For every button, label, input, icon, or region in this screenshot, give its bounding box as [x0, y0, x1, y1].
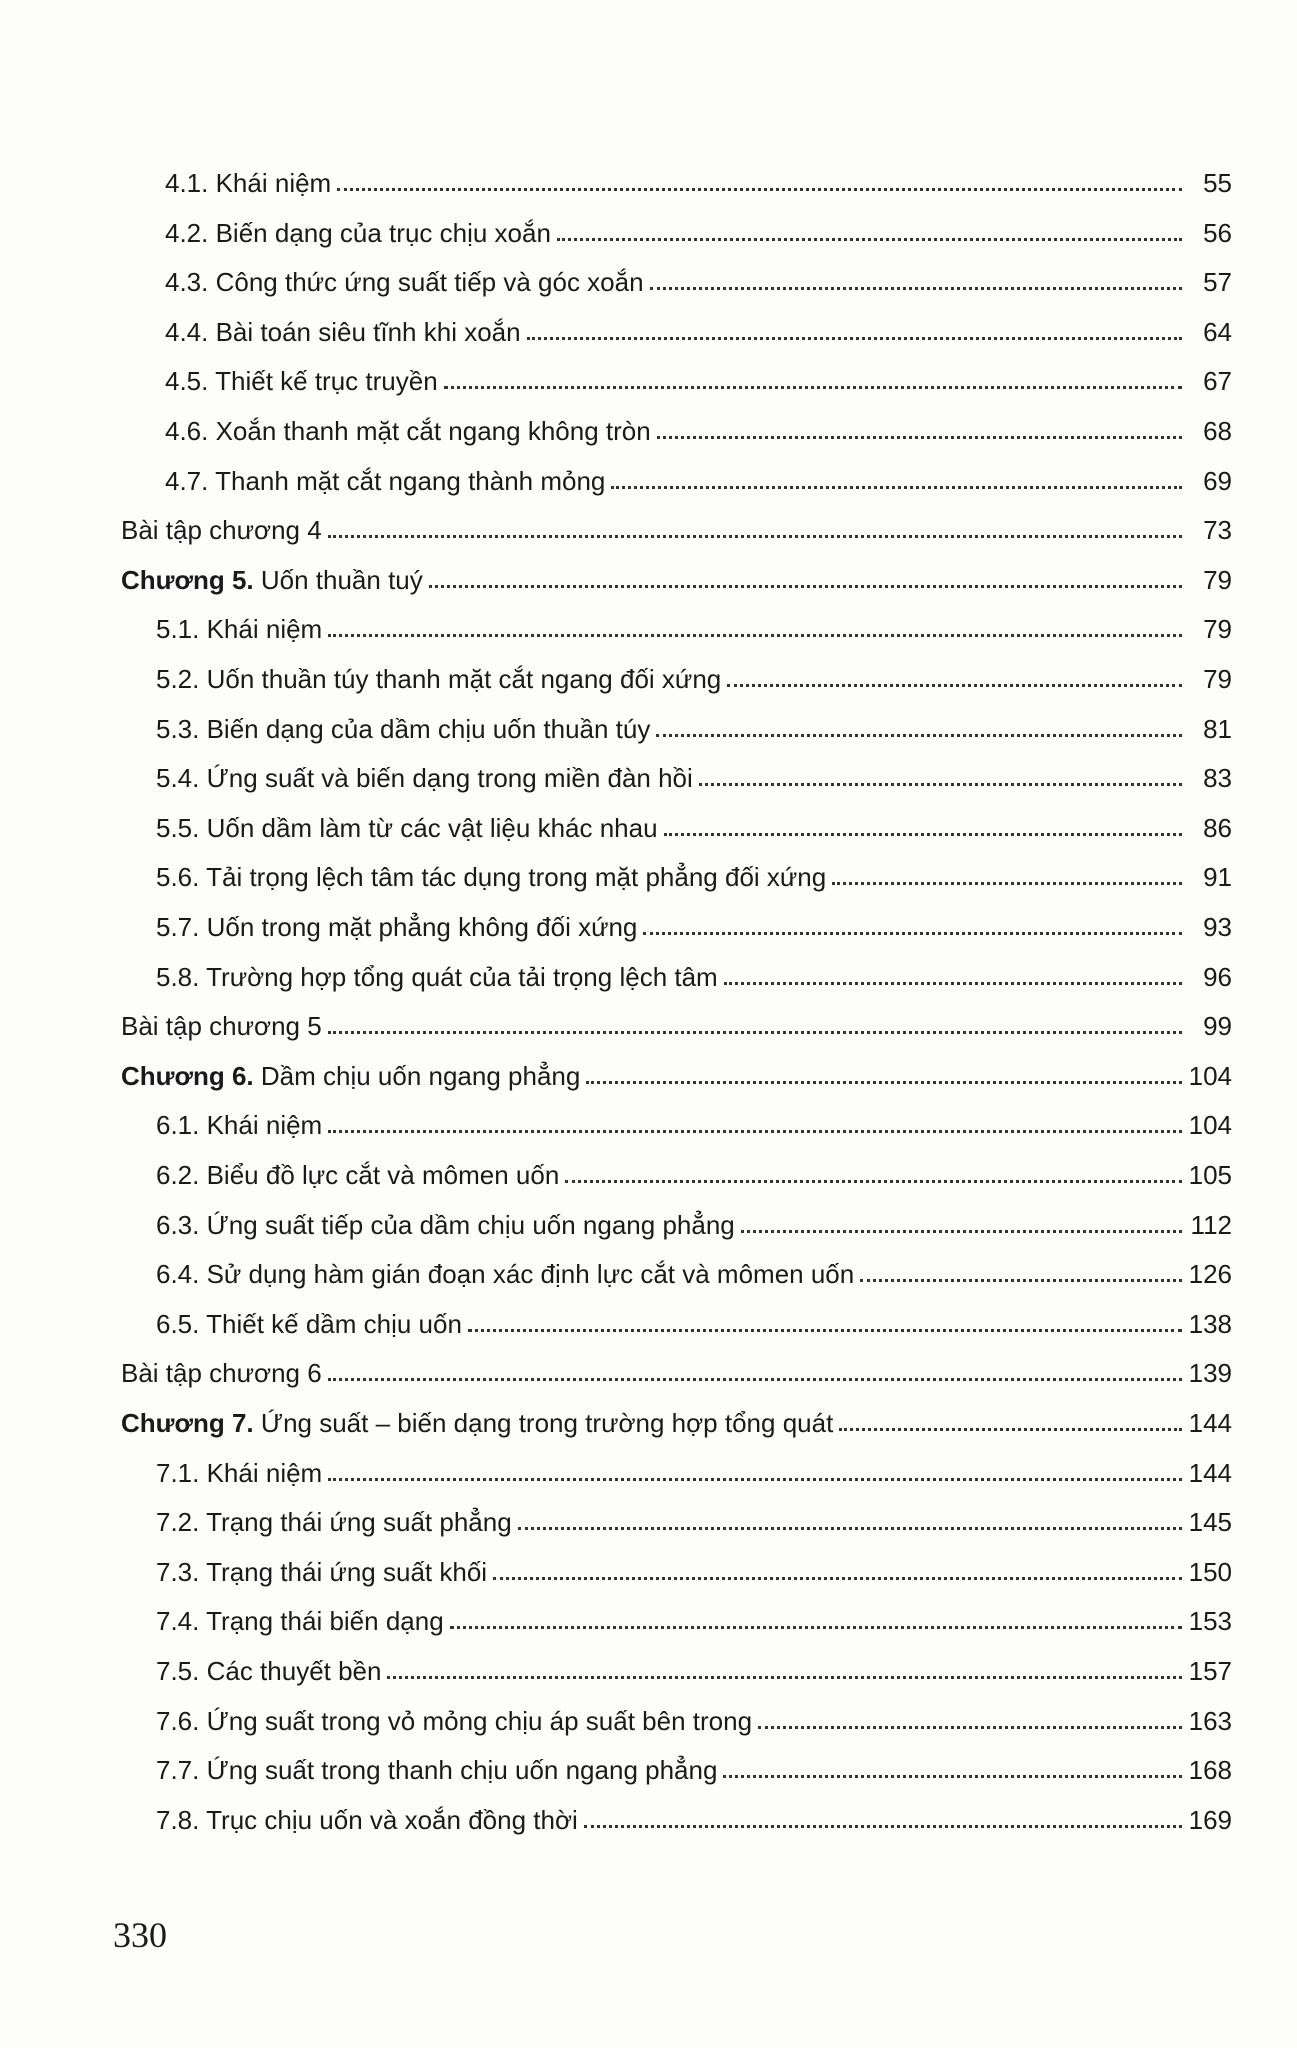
- toc-entry-text: 6.2. Biểu đồ lực cắt và mômen uốn: [156, 1160, 560, 1190]
- toc-entry-row: [156, 1100, 1232, 1140]
- dot-leader: [527, 337, 1182, 340]
- toc-page-number: 83: [1203, 763, 1232, 793]
- dot-leader: [741, 1230, 1182, 1233]
- toc-entry-title: [121, 1358, 322, 1388]
- toc-page-number: 104: [1188, 1110, 1232, 1140]
- toc-page-number: 163: [1188, 1706, 1232, 1736]
- toc-entry-title: [121, 1011, 322, 1041]
- dot-leader: [650, 287, 1182, 290]
- toc-entry-title: [156, 1805, 578, 1835]
- page-number: 330: [113, 1915, 167, 1955]
- dot-leader: [611, 486, 1182, 489]
- toc-entry-row: [156, 704, 1232, 744]
- toc-page-number: 112: [1190, 1210, 1232, 1240]
- toc-entry-text: Bài tập chương 4: [121, 515, 322, 545]
- dot-leader: [450, 1626, 1182, 1629]
- toc-entry-text: Bài tập chương 5: [121, 1011, 322, 1041]
- toc-entry-row: [156, 1150, 1232, 1190]
- toc-entry-title: [156, 664, 721, 694]
- toc-entry-title: [156, 962, 718, 992]
- toc-entry-text: 6.1. Khái niệm: [156, 1110, 323, 1140]
- toc-page-number: 79: [1203, 664, 1232, 694]
- toc-page-number: 68: [1203, 416, 1232, 446]
- toc-entry-title: [165, 317, 521, 347]
- dot-leader: [723, 1775, 1182, 1778]
- toc-entry-row: [121, 1348, 1232, 1388]
- toc-entry-title: [165, 267, 644, 297]
- toc-page-number: 67: [1203, 366, 1232, 396]
- toc-entry-title: [121, 515, 322, 545]
- toc-entry-row: [156, 952, 1232, 992]
- toc-page-number: 144: [1188, 1458, 1232, 1488]
- dot-leader: [657, 436, 1182, 439]
- toc-entry-text: 5.8. Trường hợp tổng quát của tải trọng lệch tâm: [156, 962, 718, 992]
- toc-entry-row: [165, 208, 1232, 248]
- dot-leader: [727, 684, 1182, 687]
- toc-entry-title: [156, 813, 658, 843]
- dot-leader: [565, 1180, 1182, 1183]
- toc-page-number: 169: [1188, 1805, 1232, 1835]
- toc-entry-text: 7.4. Trạng thái biến dạng: [156, 1606, 444, 1636]
- toc-entry-row: [165, 158, 1232, 198]
- toc-page-number: 150: [1188, 1557, 1232, 1587]
- dot-leader: [586, 1081, 1182, 1084]
- toc-entry-text: Bài tập chương 6: [121, 1358, 322, 1388]
- toc-entry-text: 5.6. Tải trọng lệch tâm tác dụng trong mặt phẳng đối xứng: [156, 862, 827, 892]
- toc-page-number: 144: [1188, 1408, 1232, 1438]
- toc-entry-title: [156, 1656, 381, 1686]
- dot-leader: [518, 1527, 1182, 1530]
- toc-page-number: 79: [1203, 614, 1232, 644]
- toc-entry-text: 6.4. Sử dụng hàm gián đoạn xác định lực cắt và mômen uốn: [156, 1259, 855, 1289]
- toc-entry-title: [156, 1259, 854, 1289]
- toc-page-number: 55: [1203, 168, 1232, 198]
- toc-page-number: 157: [1188, 1656, 1232, 1686]
- dot-leader: [656, 734, 1182, 737]
- toc-entry-row: [165, 456, 1232, 496]
- toc-entry-text: 5.4. Ứng suất và biến dạng trong miền đàn hồi: [156, 763, 693, 793]
- toc-entry-row: [165, 307, 1232, 347]
- dot-leader: [328, 1378, 1182, 1381]
- toc-entry-title: [156, 1210, 735, 1240]
- toc-entry-title: [156, 763, 693, 793]
- toc-entry-row: [165, 356, 1232, 396]
- toc-page-number: 64: [1203, 317, 1232, 347]
- toc-chapter-label: Chương 5.: [121, 565, 254, 595]
- dot-leader: [643, 932, 1182, 935]
- toc-entry-text: 7.5. Các thuyết bền: [156, 1656, 382, 1686]
- toc-entry-title: [121, 565, 423, 595]
- toc-page-number: 73: [1203, 515, 1232, 545]
- toc-entry-title: [165, 366, 438, 396]
- toc-entry-row: [156, 1547, 1232, 1587]
- toc-entry-text: Ứng suất – biến dạng trong trường hợp tổng quát: [253, 1408, 834, 1438]
- toc-page-number: 86: [1203, 813, 1232, 843]
- toc-entry-text: 5.3. Biến dạng của dầm chịu uốn thuần túy: [156, 714, 651, 744]
- toc-entry-text: Dầm chịu uốn ngang phẳng: [253, 1061, 581, 1091]
- toc-page-number: 96: [1203, 962, 1232, 992]
- toc-page-number: 126: [1188, 1259, 1232, 1289]
- toc-entry-title: [165, 218, 551, 248]
- toc-entry-title: [156, 1160, 559, 1190]
- toc-entry-title: [165, 416, 651, 446]
- toc-entry-title: [156, 1557, 487, 1587]
- toc-entry-row: [156, 803, 1232, 843]
- dot-leader: [839, 1428, 1182, 1431]
- toc-entry-text: 7.6. Ứng suất trong vỏ mỏng chịu áp suất bên trong: [156, 1706, 753, 1736]
- toc-entry-row: [156, 1696, 1232, 1736]
- toc-page-number: 139: [1188, 1358, 1232, 1388]
- toc-entry-row: [156, 1795, 1232, 1835]
- toc-entry-text: 4.7. Thanh mặt cắt ngang thành mỏng: [165, 466, 606, 496]
- toc-entry-row: [156, 1299, 1232, 1339]
- toc-entry-title: [156, 1706, 752, 1736]
- toc-entry-text: 5.2. Uốn thuần túy thanh mặt cắt ngang đối xứng: [156, 664, 722, 694]
- toc-page-number: 99: [1203, 1011, 1232, 1041]
- toc-entry-text: 4.1. Khái niệm: [165, 168, 332, 198]
- toc-entry-title: [156, 1606, 444, 1636]
- dot-leader: [328, 1031, 1182, 1034]
- dot-leader: [328, 535, 1182, 538]
- toc-entry-row: [156, 1497, 1232, 1537]
- dot-leader: [468, 1329, 1182, 1332]
- toc-page-number: 138: [1188, 1309, 1232, 1339]
- toc-entry-title: [156, 1309, 462, 1339]
- dot-leader: [328, 1130, 1182, 1133]
- dot-leader: [337, 188, 1182, 191]
- toc-entry-row: [156, 902, 1232, 942]
- toc-entry-text: 4.6. Xoắn thanh mặt cắt ngang không tròn: [165, 416, 651, 446]
- toc-entry-title: [121, 1408, 833, 1438]
- toc-entry-text: 7.7. Ứng suất trong thanh chịu uốn ngang phẳng: [156, 1755, 718, 1785]
- toc-entry-text: 4.4. Bài toán siêu tĩnh khi xoắn: [165, 317, 521, 347]
- toc-page-number: 93: [1203, 912, 1232, 942]
- toc-entry-text: 4.2. Biến dạng của trục chịu xoắn: [165, 218, 551, 248]
- toc-entry-row: [156, 1448, 1232, 1488]
- dot-leader: [444, 386, 1182, 389]
- toc-entry-text: 7.2. Trạng thái ứng suất phẳng: [156, 1507, 512, 1537]
- toc-chapter-row: [121, 1051, 1232, 1091]
- toc-entry-text: 4.5. Thiết kế trục truyền: [165, 366, 438, 396]
- toc-entry-row: [156, 1200, 1232, 1240]
- toc-page-number: 91: [1203, 862, 1232, 892]
- toc-entry-text: 6.3. Ứng suất tiếp của dầm chịu uốn ngang phẳng: [156, 1210, 735, 1240]
- dot-leader: [493, 1577, 1182, 1580]
- toc-page-number: 105: [1188, 1160, 1232, 1190]
- toc-entry-row: [121, 1001, 1232, 1041]
- toc-entry-text: 5.7. Uốn trong mặt phẳng không đối xứng: [156, 912, 638, 942]
- toc-entry-row: [156, 1646, 1232, 1686]
- toc-entry-title: [156, 1458, 322, 1488]
- toc-chapter-label: Chương 7.: [121, 1408, 254, 1438]
- dot-leader: [699, 783, 1182, 786]
- toc-entry-title: [121, 1061, 580, 1091]
- toc-entry-title: [156, 1110, 322, 1140]
- dot-leader: [664, 833, 1182, 836]
- toc-entry-title: [156, 614, 322, 644]
- toc-entry-title: [165, 168, 331, 198]
- toc-page-number: 79: [1203, 565, 1232, 595]
- toc-page-number: 81: [1203, 714, 1232, 744]
- toc-entry-row: [156, 1249, 1232, 1289]
- toc-chapter-row: [121, 555, 1232, 595]
- dot-leader: [328, 1478, 1182, 1481]
- toc-chapter-row: [121, 1398, 1232, 1438]
- dot-leader: [328, 634, 1182, 637]
- dot-leader: [387, 1676, 1182, 1679]
- toc-page-number: 104: [1188, 1061, 1232, 1091]
- toc-entry-title: [156, 1507, 512, 1537]
- toc-entry-text: 7.8. Trục chịu uốn và xoắn đồng thời: [156, 1805, 578, 1835]
- dot-leader: [860, 1279, 1182, 1282]
- toc-entry-text: Uốn thuần tuý: [253, 565, 423, 595]
- toc-entry-text: 7.3. Trạng thái ứng suất khối: [156, 1557, 488, 1587]
- toc-page-number: 168: [1188, 1755, 1232, 1785]
- toc-entry-title: [156, 912, 637, 942]
- toc-entry-title: [156, 1755, 717, 1785]
- toc-entry-row: [156, 1745, 1232, 1785]
- toc-entry-row: [156, 654, 1232, 694]
- toc-entry-text: 5.1. Khái niệm: [156, 614, 323, 644]
- toc-entry-text: 6.5. Thiết kế dầm chịu uốn: [156, 1309, 462, 1339]
- toc-entry-row: [156, 604, 1232, 644]
- dot-leader: [724, 982, 1182, 985]
- toc-page-number: 57: [1203, 267, 1232, 297]
- toc-entry-row: [165, 257, 1232, 297]
- toc-page-number: 145: [1188, 1507, 1232, 1537]
- toc-page-number: 56: [1203, 218, 1232, 248]
- toc-entry-text: 7.1. Khái niệm: [156, 1458, 323, 1488]
- toc-entry-row: [156, 753, 1232, 793]
- toc-entry-row: [156, 1596, 1232, 1636]
- toc-entry-row: [156, 852, 1232, 892]
- dot-leader: [429, 585, 1182, 588]
- toc-entry-text: 5.5. Uốn dầm làm từ các vật liệu khác nhau: [156, 813, 658, 843]
- toc-page-number: 153: [1188, 1606, 1232, 1636]
- toc-entry-title: [156, 862, 826, 892]
- toc-entry-text: 4.3. Công thức ứng suất tiếp và góc xoắn: [165, 267, 644, 297]
- toc-entry-row: [165, 406, 1232, 446]
- toc-entry-title: [165, 466, 605, 496]
- toc-page-number: 69: [1203, 466, 1232, 496]
- dot-leader: [584, 1825, 1182, 1828]
- toc-entry-title: [156, 714, 650, 744]
- dot-leader: [557, 238, 1182, 241]
- dot-leader: [832, 882, 1182, 885]
- toc-entry-row: [121, 505, 1232, 545]
- toc-chapter-label: Chương 6.: [121, 1061, 254, 1091]
- dot-leader: [758, 1726, 1182, 1729]
